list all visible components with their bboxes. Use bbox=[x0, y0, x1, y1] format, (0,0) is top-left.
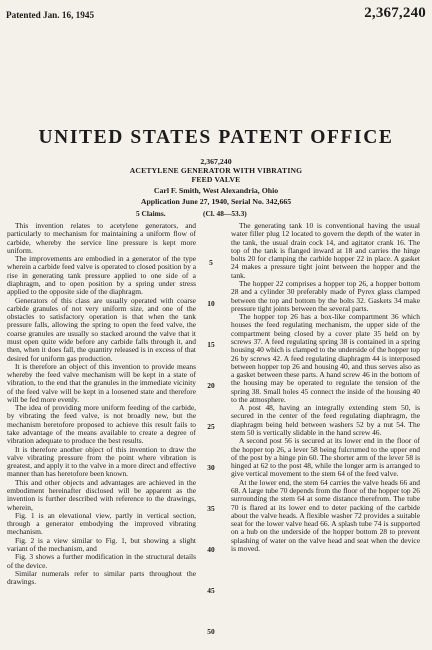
patent-meta-number: 2,367,240 bbox=[200, 157, 232, 166]
line-number: 35 bbox=[207, 504, 215, 513]
line-number: 25 bbox=[207, 422, 215, 431]
paragraph: The generating tank 10 is conventional having the usual water filler plug 12 located to govern the depth of the water in the tank, the usual drain cock 14, and agitator crank 16. The top of the tank is flanged inward at 18 and carries the hinge bolts 20 for clamping the carbide hopper 22 in place. A gasket 24 makes a pressure tight joint between the hopper and the tank. bbox=[231, 222, 420, 280]
left-column bbox=[7, 222, 196, 642]
line-number: 30 bbox=[207, 463, 215, 472]
paragraph: It is therefore an object of this invention to provide means whereby the feed valve mechanism will be kept in a state of vibration, to the end that the granules in the immediate vicinity of the feed valve will be kept in a loosened state and therefore will be fed more evenly. bbox=[7, 361, 196, 404]
paragraph: It is therefore another object of this invention to draw the valve vibrating pressure from the point where vibration is greatest, and apply it to the valve in a more direct and effective manner than has heretofore been known. bbox=[7, 444, 196, 479]
paragraph: A second post 56 is secured at its lower end in the floor of the hopper top 26, a lever 58 being fulcrumed to the upper end of the post by a hinge pin 60. The shorter arm of the lever 58 is hinged at 62 to the post 48, while the longer arm is arranged to give vertical movement to the stem 64 of the feed valve. bbox=[231, 436, 420, 479]
office-title: UNITED STATES PATENT OFFICE bbox=[38, 127, 394, 148]
right-column bbox=[231, 222, 420, 642]
paragraph: The hopper top 26 has a box-like compartment 36 which houses the feed regulating mechanism, the upper side of the compartment being closed by a cover plate 35 held on by screws 37. A feed regulating spring 38 is contained in a spring housing 40 which is clamped to the underside of the hopper top 26 by screws 42. A feed regulating diaphragm 44 is interposed between hopper top 26 and housing 40, and thus serves also as a gasket between these parts. A hand screw 46 in the bottom of the housing may be operated to regulate the tension of the spring 38. Small holes 45 connect the inside of the housing 40 to the atmosphere. bbox=[231, 312, 420, 404]
line-number: 20 bbox=[207, 381, 215, 390]
paragraph: Fig. 3 shows a further modification in the structural details of the device. bbox=[7, 552, 196, 570]
paragraph: The hopper 22 comprises a hopper top 26, a hopper bottom 28 and a cylinder 30 preferably made of Pyrex glass clamped between the top and bottom by the bolts 32. Gaskets 34 make pressure tight joints between the several parts. bbox=[231, 278, 420, 313]
claims-count: 5 Claims. bbox=[136, 209, 166, 218]
invention-title-line-1: ACETYLENE GENERATOR WITH VIBRATING bbox=[129, 166, 303, 175]
paragraph: The idea of providing more uniform feeding of the carbide, by vibrating the feed valve, is not broadly new, but the mechanism heretofore proposed to achieve this result fails to take advantage of the means available to create a degree of vibration adequate to produce the best results. bbox=[7, 403, 196, 446]
patent-number: 2,367,240 bbox=[364, 5, 426, 21]
line-number: 15 bbox=[207, 340, 215, 349]
invention-title-line-2: FEED VALVE bbox=[191, 175, 241, 184]
classification: (Cl. 48—53.3) bbox=[203, 209, 247, 218]
paragraph: This and other objects and advantages are achieved in the embodiment hereinafter disclosed will be apparent as the invention is further described with reference to the drawings, wherein, bbox=[7, 477, 196, 512]
paragraph: Fig. 1 is an elevational view, partly in vertical section, through a generator embodying the improved vibrating mechanism. bbox=[7, 510, 196, 537]
line-number: 40 bbox=[207, 545, 215, 554]
paragraph: Similar numerals refer to similar parts throughout the drawings. bbox=[7, 568, 196, 587]
line-number: 50 bbox=[207, 627, 215, 636]
paragraph: Generators of this class are usually operated with coarse carbide granules of not very uniform size, and one of the obstacles to satisfactory operation is that when the tank pressure falls, allowing the spring to open the feed valve, the coarse granules are usually so stacked around the valve that it must open quite wide before any carbide falls through it, and then, when it does fall, the quantity released is in excess of that desired for uniform gas production. bbox=[7, 295, 196, 363]
paragraph: Fig. 2 is a view similar to Fig. 1, but showing a slight variant of the mechanism, and bbox=[7, 535, 196, 553]
page-header bbox=[6, 5, 426, 25]
paragraph: A post 48, having an integrally extending stem 50, is secured in the center of the feed regulating diaphragm, the diaphragm being held between washers 52 by a nut 54. The stem 50 is vertically slidable in the hand screw 46. bbox=[231, 403, 420, 438]
line-number: 10 bbox=[207, 299, 215, 308]
application-line: Application June 27, 1940, Serial No. 342,665 bbox=[140, 197, 292, 206]
paragraph: The improvements are embodied in a generator of the type wherein a carbide feed valve is operated to closed position by a rise in generating tank pressure applied to one side of a diaphragm, and to open position by a spring under stress applied to the opposite side of the diaphragm. bbox=[7, 254, 196, 297]
line-number: 45 bbox=[207, 586, 215, 595]
inventor: Carl F. Smith, West Alexandria, Ohio bbox=[153, 186, 279, 195]
line-number: 5 bbox=[209, 258, 213, 267]
paragraph: This invention relates to acetylene generators, and particularly to mechanism for maintaining a uniform flow of carbide, whereby the service line pressure is kept more uniform. bbox=[7, 222, 196, 255]
patented-date: Patented Jan. 16, 1945 bbox=[6, 10, 95, 20]
paragraph: At the lower end, the stem 64 carries the valve heads 66 and 68. A large tube 70 depends from the floor of the hopper top 26 surrounding the stem 64 at some distance therefrom. The tube 70 is flared at its lower end to deter packing of the carbide about the valve heads. A flexible washer 72 provides a suitable seat for the lower valve head 66. A splash tube 74 is supported on a hub on the underside of the hopper bottom 28 to prevent splashing of water on the valve head and seat when the device is moved. bbox=[231, 477, 420, 553]
